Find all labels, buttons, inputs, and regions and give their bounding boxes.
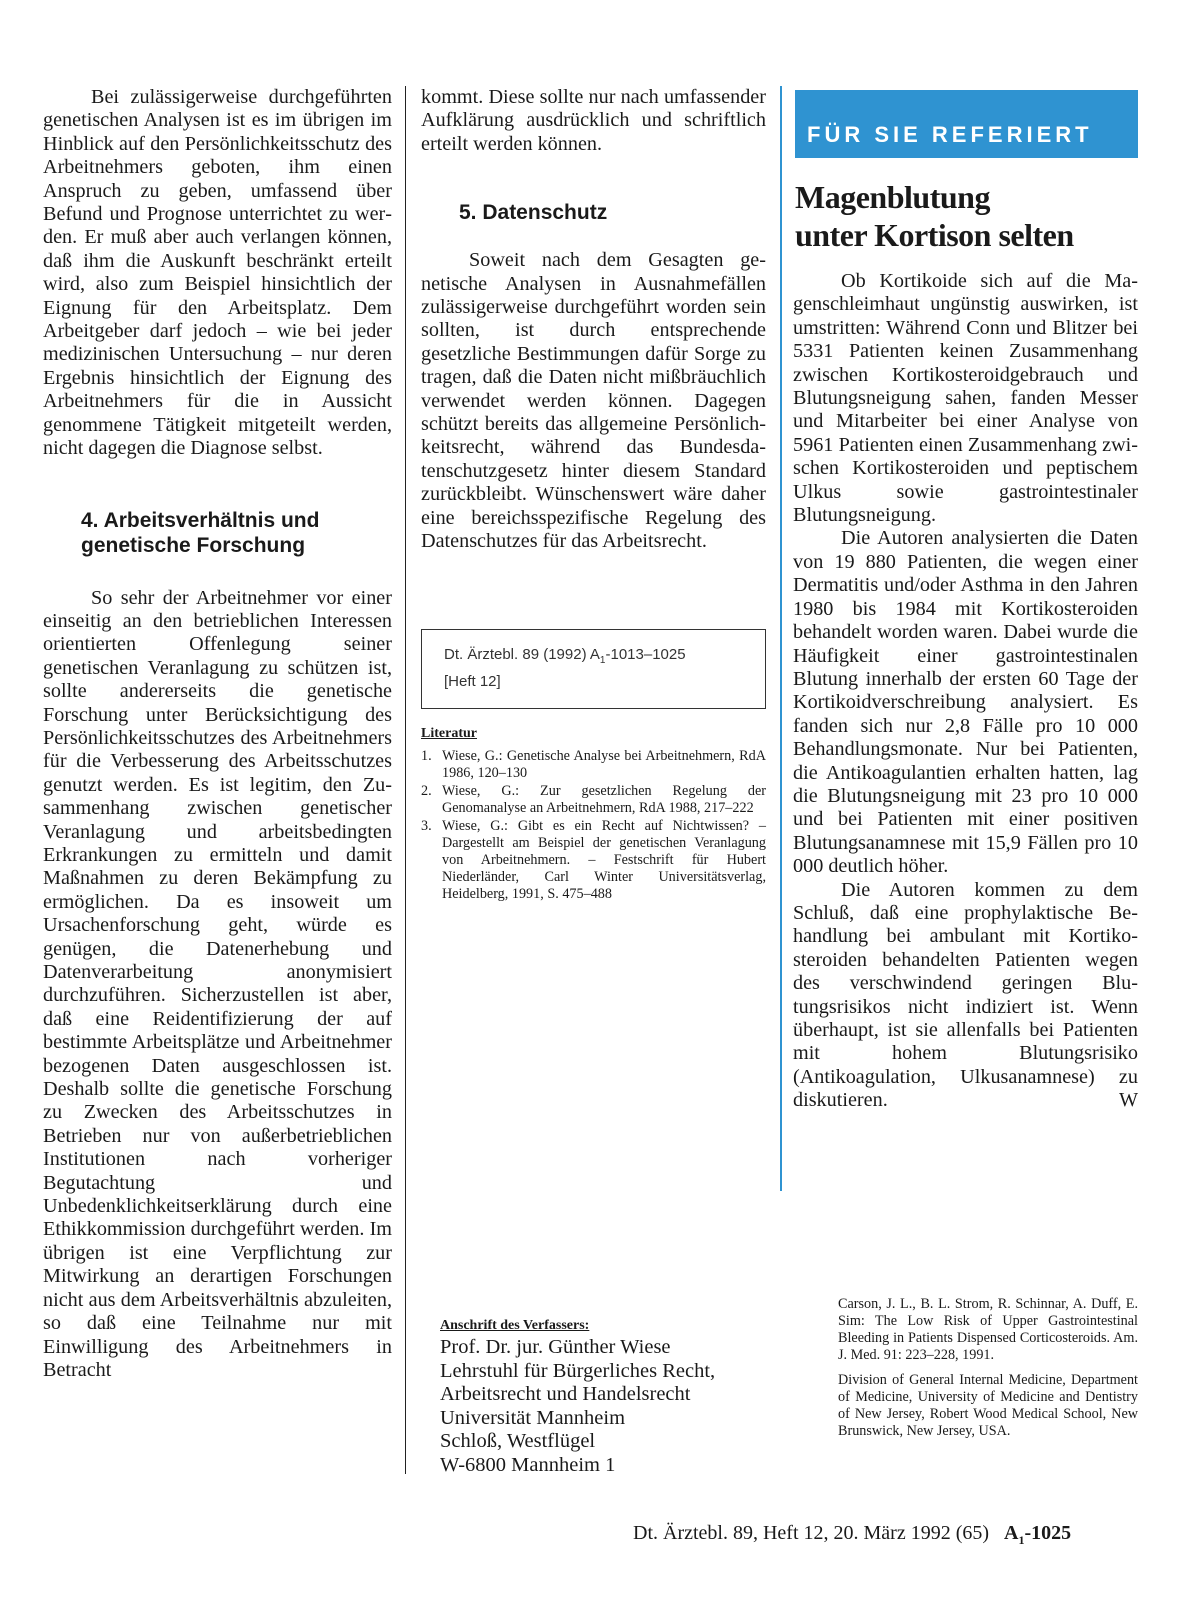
paragraph: Soweit nach dem Gesagten genetische Analysen in Ausnahmefällen zulässigerweise durchgeführt worden sein sollten, ist durch entsprechende gesetzliche Bestimmungen dafür Sorge zu tragen, daß die Daten nicht mißbräuchlich verwendet werden können. Dagegen schützt bereits das allgemeine Persönlichkeitsrecht, während das Bundesdatenschutzgesetz hinter diesem Standard zurückbleibt. Wünschenswert wäre daher eine bereichsspezifische Regelung des Datenschutzes für das Arbeitsrecht. xyxy=(421,249,766,553)
paragraph: Die Autoren kommen zu dem Schluß, daß eine prophylaktische Behandlung bei ambulant mit Kortikosteroiden behandelten Patienten wegen des verschwindend geringen Blutungsrisikos nicht indiziert ist. Wenn überhaupt, ist sie allenfalls bei Patienten mit hohem Blutungsrisiko (Antikoagulation, Ulkusanamnese) zu diskutieren. W xyxy=(793,878,1138,1112)
page-footer xyxy=(633,1522,1138,1548)
footer-citation: Dt. Ärztebl. 89, Heft 12, 20. März 1992 (65) xyxy=(633,1522,990,1544)
address-line: Prof. Dr. jur. Günther Wiese xyxy=(440,1336,671,1358)
section-heading-4: 4. Arbeitsverhältnis und genetische Forschung xyxy=(81,508,320,557)
column-2 xyxy=(421,86,766,554)
address-line: Lehrstuhl für Bürgerliches Recht, xyxy=(440,1359,716,1382)
address-line: Arbeitsrecht und Handelsrecht xyxy=(440,1383,691,1405)
section-banner: FÜR SIE REFERIERT xyxy=(795,90,1138,158)
literature-item: 2. Wiese, G.: Zur gesetzlichen Regelung der Genomanalyse an Arbeitnehmern, RdA 1988, 217–222 xyxy=(421,783,766,816)
citation-box xyxy=(421,629,766,709)
author-address xyxy=(440,1318,770,1477)
paragraph: Ob Kortikoide sich auf die Magenschleimhaut ungünstig auswirken, ist umstritten: Während Conn und Blitzer bei 5331 Patienten keinen Zusammenhang zwischen Kortikosteroidgebrauch und Blutungsneigung sahen, fanden Messer und Mitarbeiter bei einer Analyse von 5961 Patienten einen Zusammenhang zwischen Kortikosteroiden und peptischem Ulkus sowie gastrointestinaler Blutungsneigung. xyxy=(793,270,1138,527)
address-title: Anschrift des Verfassers: xyxy=(440,1318,590,1333)
column-rule-left xyxy=(405,86,406,1474)
address-line: W-6800 Mannheim 1 xyxy=(440,1453,616,1476)
literature-list xyxy=(421,748,766,903)
literature-section xyxy=(421,726,766,904)
column-rule-right xyxy=(780,86,782,1191)
address-line: Universität Mannheim xyxy=(440,1406,626,1429)
paragraph: Bei zulässigerweise durchgeführten genetischen Analysen ist es im übrigen im Hinblick auf den Persönlichkeitsschutz des Arbeitnehmers geboten, ihm einen Anspruch zu geben, umfassend über Befund und Prognose unterrichtet zu werden. Er muß aber auch verlangen können, daß ihm die Auskunft beschränkt erteilt wird, also zum Beispiel hinsichtlich der Eignung für den Arbeitsplatz. Dem Arbeitgeber darf jedoch – wie bei jeder medizinischen Untersuchung – nur deren Ergebnis hinsichtlich der Eignung des Arbeitnehmers für die in Aussicht genommene Tätigkeit mitgeteilt werden, nicht dagegen die Diagnose selbst. xyxy=(43,86,392,460)
page-number: $A_1-1025$ xyxy=(1004,1522,1072,1547)
article-reference xyxy=(838,1296,1138,1440)
headline-line: Magenblutung xyxy=(795,179,990,215)
article-headline xyxy=(795,178,1140,254)
affiliation-text: Division of General Internal Medicine, Department of Medicine, University of Medicine and Dentistry of New Jersey, Robert Wood Medical School, New Brunswick, New Jersey, USA. xyxy=(838,1372,1138,1439)
reference-text: Carson, J. L., B. L. Strom, R. Schinnar, A. Duff, E. Sim: The Low Risk of Upper Gastrointestinal Bleeding in Patients Dispensed Corticosteroids. Am. J. Med. 91: 223–228, 1991. xyxy=(838,1296,1138,1363)
address-line: Schloß, Westflügel xyxy=(440,1430,596,1452)
paragraph: kommt. Diese sollte nur nach umfassender Aufklärung ausdrücklich und schriftlich erteilt werden können. xyxy=(421,86,766,155)
citation-issue: [Heft 12] xyxy=(444,673,501,690)
citation-line: Dt. Ärztebl. 89 (1992) $A_1-1013-1025$ xyxy=(444,646,686,666)
paragraph: So sehr der Arbeitnehmer vor einer einseitig an den betrieblichen Interessen orientierten Offenlegung seiner genetischen Veranlagung zu schützen ist, sollte andererseits die genetische Forschung unter Berücksichtigung des Persönlichkeitsschutzes des Arbeitnehmers für die Verbesserung des Arbeitsschutzes genutzt werden. Es ist legitim, den Zusammenhang zwischen genetischer Veranlagung und arbeitsbedingten Erkrankungen zu ermitteln und damit Maßnahmen zu deren Bekämpfung zu ermöglichen. Da es insoweit um Ursachenforschung geht, würde es genügen, die Datenerhebung und Datenverarbeitung anonymisiert durchzuführen. Sicherzustellen ist aber, daß eine Reidentifizierung der auf bestimmte Arbeitsplätze und Arbeitnehmer bezogenen Daten ausgeschlossen ist. Deshalb sollte die genetische Forschung zu Zwecken des Arbeitsschutzes in Betrieben nur von außerbetrieblichen Institutionen nach vorheriger Begutachtung und Unbedenklichkeitserklärung durch eine Ethikkommission durchgeführt werden. Im übrigen ist eine Verpflichtung zur Mitwirkung an derartigen Forschungen nicht aus dem Arbeitsverhältnis abzuleiten, so daß eine Teilnahme nur mit Einwilligung des Arbeitnehmers in Betracht xyxy=(43,586,392,1381)
headline-line: unter Kortison selten xyxy=(795,217,1074,253)
section-heading-5: 5. Datenschutz xyxy=(459,201,608,225)
literature-item: 3. Wiese, G.: Gibt es ein Recht auf Nichtwissen? – Dargestellt am Beispiel der genetischen Veranlagung von Arbeitnehmern. – Festschrift für Hubert Niederländer, Carl Winter Universitätsverlag, Heidelberg, 1991, S. 475–488 xyxy=(421,818,766,902)
literature-item: 1. Wiese, G.: Genetische Analyse bei Arbeitnehmern, RdA 1986, 120–130 xyxy=(421,748,766,781)
column-3 xyxy=(793,270,1138,1113)
column-1 xyxy=(43,86,392,1382)
author-signature: W xyxy=(1118,1089,1138,1112)
literature-title: Literatur xyxy=(421,726,477,741)
paragraph: Die Autoren analysierten die Daten von 19 880 Patienten, die wegen einer Dermatitis und/oder Asthma in den Jahren 1980 bis 1984 mit Kortikosteroiden behandelt worden waren. Dabei wurde die Häufigkeit einer gastrointestinalen Blutung innerhalb der ersten 60 Tage der Kortikoidverschreibung analysiert. Es fanden sich nur 2,8 Fälle pro 10 000 Behandlungsmonate. Nur bei Patienten, die Antikoagulantien erhalten hatten, lag die Blutungsneigung mit 23 pro 10 000 und bei Patienten mit einer positiven Blutungsanamnese mit 15,9 Fällen pro 10 000 deutlich höher. xyxy=(793,527,1138,878)
